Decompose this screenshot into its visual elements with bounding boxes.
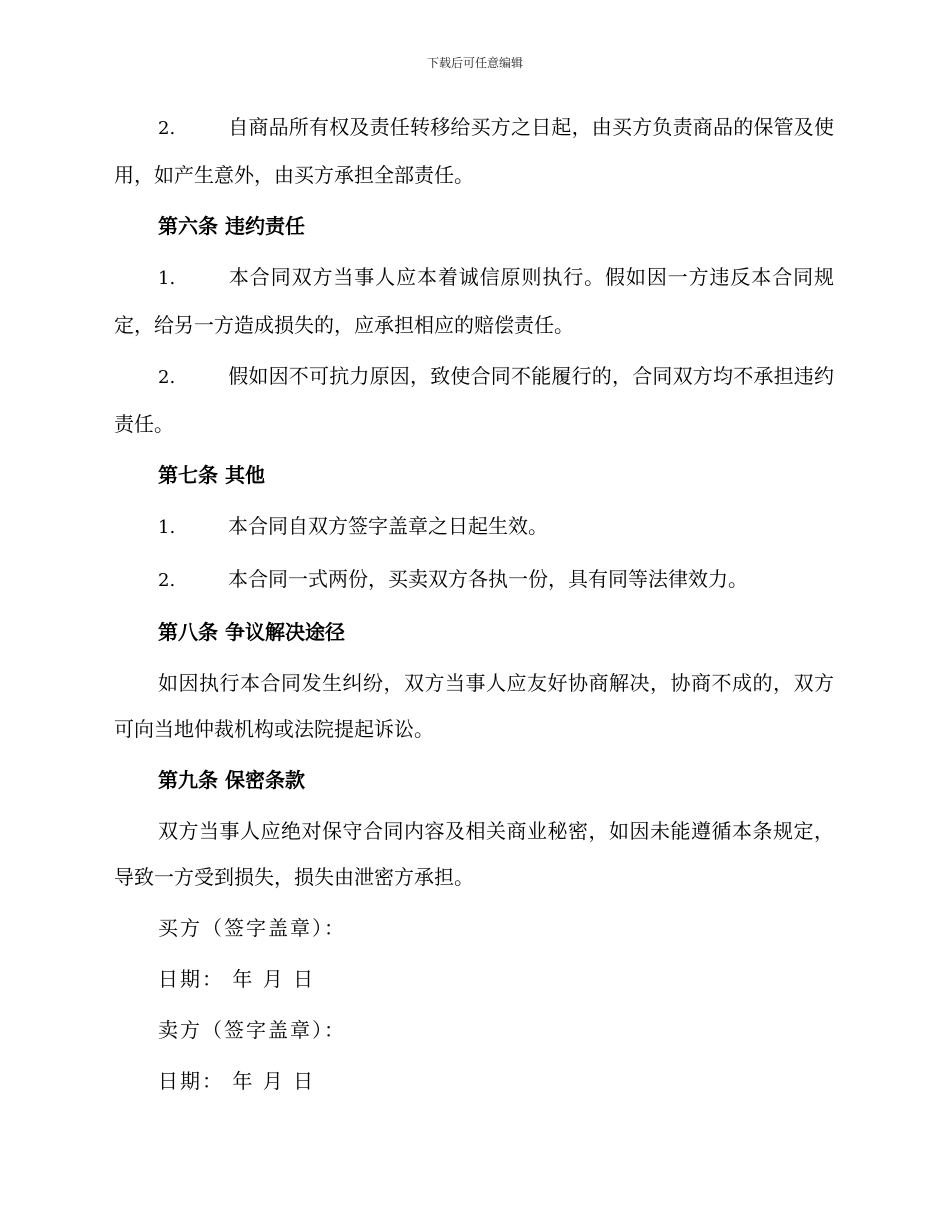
item-number: 1. [158, 268, 176, 289]
section-heading-6: 第六条 违约责任 [158, 214, 305, 238]
item-text: 本合同自双方签字盖章之日起生效。 [228, 514, 548, 538]
seller-date-line: 日期： 年 月 日 [158, 1069, 316, 1093]
seller-signature-line: 卖方（签字盖章）： [158, 1018, 346, 1042]
document-body [114, 104, 834, 1109]
clause-6-item-2 [114, 353, 834, 447]
item-number: 1. [158, 517, 176, 538]
clause-7-item-2 [114, 556, 834, 604]
item-number: 2. [158, 570, 176, 591]
buyer-signature-line: 买方（签字盖章）： [158, 916, 346, 940]
item-number: 2. [158, 118, 176, 139]
page-header: 下载后可任意编辑 [426, 56, 523, 70]
section-heading-9: 第九条 保密条款 [158, 768, 305, 792]
item-text: 本合同双方当事人应本着诚信原则执行。假如因一方违反本合同规定，给另一方造成损失的，应承担相应的赔偿责任。 [114, 265, 834, 337]
item-text: 假如因不可抗力原因，致使合同不能履行的，合同双方均不承担违约责任。 [114, 364, 834, 436]
clause-8-text: 如因执行本合同发生纠纷，双方当事人应友好协商解决，协商不成的，双方可向当地仲裁机构或法院提起诉讼。 [114, 671, 834, 741]
buyer-date-line: 日期： 年 月 日 [158, 967, 316, 991]
section-heading-7: 第七条 其他 [158, 463, 265, 487]
clause-6-item-1 [114, 254, 834, 348]
clause-7-item-1 [114, 503, 834, 551]
section-heading-8: 第八条 争议解决途径 [158, 620, 345, 644]
item-text: 本合同一式两份，买卖双方各执一份，具有同等法律效力。 [228, 567, 748, 591]
clause-9-text: 双方当事人应绝对保守合同内容及相关商业秘密，如因未能遵循本条规定，导致一方受到损失，损失由泄密方承担。 [114, 819, 834, 889]
item-text: 自商品所有权及责任转移给买方之日起，由买方负责商品的保管及使用，如产生意外，由买方承担全部责任。 [114, 115, 834, 187]
clause-5-item-2 [114, 104, 834, 198]
item-number: 2. [158, 367, 176, 388]
